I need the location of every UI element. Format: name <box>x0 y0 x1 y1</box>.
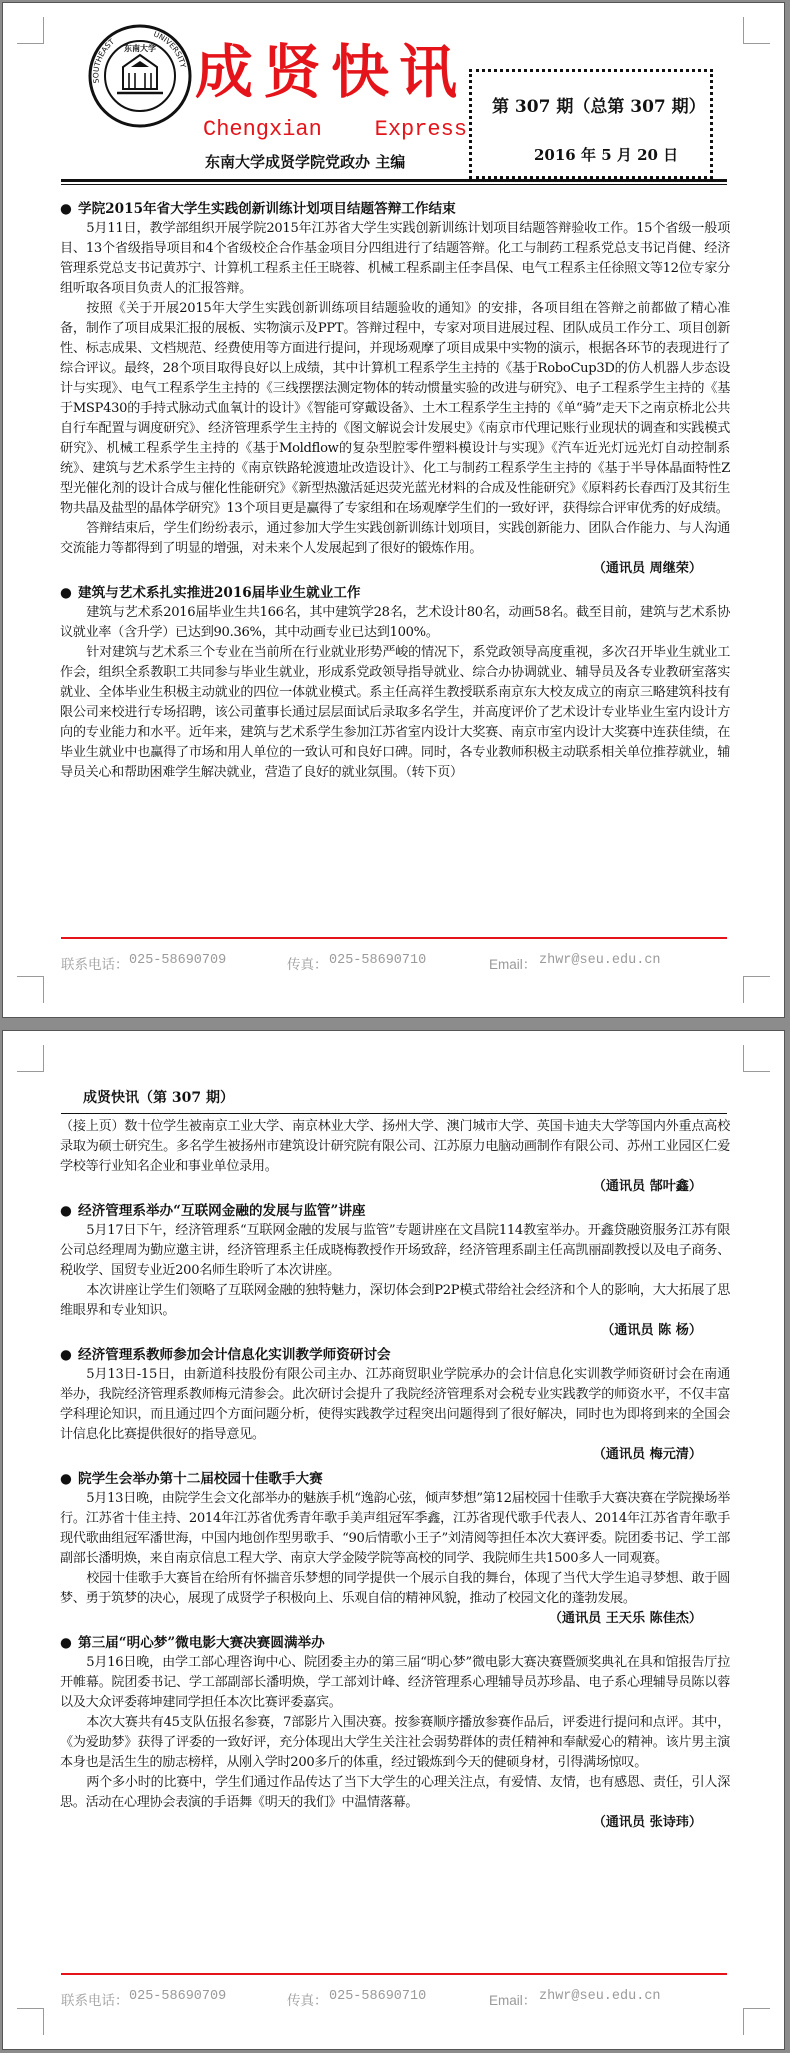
article-paragraph: 5月17日下午，经济管理系“互联网金融的发展与监管”专题讲座在文昌院114教室举办。开鑫贷融资服务江苏有限公司总经理周为勤应邀主讲，经济管理系主任成晓梅教授作开场致辞，经济管理系副主任高凯丽副教授以及电子商务、税收学、国贸专业近200名师生聆听了本次讲座。 <box>60 1223 730 1278</box>
email-label: Email： <box>489 957 537 972</box>
article-title: ● 经济管理系举办“互联网金融的发展与监管”讲座 <box>60 1203 366 1219</box>
article-title: ● 第三届“明心梦”微电影大赛决赛圆满举办 <box>60 1635 325 1651</box>
email-address: zhwr@seu.edu.cn <box>539 953 661 968</box>
bullet-icon: ● <box>60 1635 72 1651</box>
article-title: ● 学院2015年省大学生实践创新训练计划项目结题答辩工作结束 <box>60 201 456 217</box>
svg-text:SOUTHEAST: SOUTHEAST <box>91 37 117 84</box>
article-paragraph: 按照《关于开展2015年大学生实践创新训练项目结题验收的通知》的安排，各项目组在答辩之前都做了精心准备，制作了项目成果汇报的展板、实物演示及PPT。答辩过程中，专家对项目进展过程、团队成员工作分工、项目创新性、标志成果、文档规范、经费使用等方面进行提问，并现场观摩了项目成果中实物的演示，根据各环节的表现进行了综合评议。最终，28个项目取得良好以上成绩，其中计算机工程系学生主持的《基于RoboCup3D的仿人机器人步态设计与实现》、电气工程系学生主持的《三线摆摆法测定物体的转动惯量实验的改进与研究》、电子工程系学生主持的《基于MSP430的手持式脉动式血氧计的设计》《智能可穿戴设备》、土木工程系学生主持的《单“骑”走天下之南京桥北公共自行车配置与调度研究》、经济管理系学生主持的《图文解说会计发展史》《南京市代理记账行业现状的调查和实践模式研究》、机械工程系学生主持的《基于Moldflow的复杂型腔零件塑料模设计与实现》《汽车近光灯远光灯自动控制系统》、建筑与艺术系学生主持的《南京铁路轮渡遗址改造设计》、化工与制药工程系学生主持的《基于半导体晶面特性Z型光催化剂的设计合成与催化性能研究》《新型热激活延迟荧光蓝光材料的合成及性能研究》《原料药长春西汀及其衍生物共晶及盐型的晶体学研究》13个项目更是赢得了专家组和在场观摩学生们的一致好评，获得综合评审优秀的好成绩。 <box>60 301 730 516</box>
article-paragraph: 本次大赛共有45支队伍报名参赛，7部影片入围决赛。按参赛顺序播放参赛作品后，评委进行提问和点评。其中，《为爱助梦》获得了评委的一致好评，充分体现出大学生关注社会弱势群体的责任精神和奉献爱心的精神。该片男主演本身也是活生生的励志榜样，从刚入学时200多斤的体重，经过锻炼到今天的健硕身材，引得满场惊叹。 <box>60 1715 730 1770</box>
bullet-icon: ● <box>60 201 72 217</box>
article-byline: （通讯员 周继荣） <box>592 561 702 576</box>
email-label: Email： <box>489 1993 537 2008</box>
phone-label: 联系电话： <box>61 1993 129 2008</box>
fax-label: 传真： <box>287 1993 328 2008</box>
article-byline: （通讯员 王天乐 陈佳杰） <box>548 1611 702 1626</box>
article-paragraph: 建筑与艺术系2016届毕业生共166名，其中建筑学28名，艺术设计80名，动画58名。截至目前，建筑与艺术系协议就业率（含升学）已达到90.36%，其中动画专业已达到100%。 <box>60 605 730 640</box>
article-byline: （通讯员 梅元清） <box>592 1447 702 1462</box>
crop-mark <box>17 2008 44 2035</box>
fax-label: 传真： <box>287 957 328 972</box>
newsletter-title: 成贤快讯 <box>195 38 468 106</box>
email-address: zhwr@seu.edu.cn <box>539 1989 661 2004</box>
article-paragraph: 5月16日晚，由学工部心理咨询中心、院团委主办的第三届“明心梦”微电影大赛决赛暨颁奖典礼在具和馆报告厅拉开帷幕。院团委书记、学工部副部长潘明焕，学工部刘计峰、经济管理系心理辅导员苏珍晶、电子系心理辅导员陈以蓉以及大众评委蒋坤建同学担任本次比赛评委嘉宾。 <box>60 1655 730 1710</box>
article-paragraph: 针对建筑与艺术系三个专业在当前所在行业就业形势严峻的情况下，系党政领导高度重视，多次召开毕业生就业工作会，组织全系教职工共同参与毕业生就业，形成系党政领导指导就业、综合办协调就业、辅导员及各专业教研室落实就业、全体毕业生积极主动就业的四位一体就业模式。系主任高祥生教授联系南京东大校友成立的南京三略建筑科技有限公司来校进行专场招聘，该公司董事长通过层层面试后录取多名学生，并高度评价了艺术设计专业毕业生室内设计方向的专业能力和水平。近年来，建筑与艺术系学生参加江苏省室内设计大奖赛、南京市室内设计大奖赛中连获佳绩，在毕业生就业中也赢得了市场和用人单位的一致认可和良好口碑。同时，各专业教师积极主动联系相关单位推荐就业，辅导员关心和帮助困难学生解决就业，营造了良好的就业氛围。（转下页） <box>60 645 730 780</box>
footer-rule <box>61 937 727 939</box>
bullet-icon: ● <box>60 1203 72 1219</box>
newsletter-subtitle: Chengxian Express <box>203 117 468 142</box>
crop-mark <box>17 1045 44 1072</box>
fax-number: 025-58690710 <box>329 953 427 968</box>
article-title: ● 院学生会举办第十二届校园十佳歌手大赛 <box>60 1471 323 1487</box>
svg-text:UNIVERSITY: UNIVERSITY <box>152 29 188 69</box>
bullet-icon: ● <box>60 1471 72 1487</box>
article-byline: （通讯员 郜叶鑫） <box>592 1179 702 1194</box>
university-logo <box>87 23 193 129</box>
footer-rule <box>61 1973 727 1975</box>
newsletter-page-2 <box>2 1030 785 2050</box>
phone-label: 联系电话： <box>61 957 129 972</box>
page-1-content <box>60 199 730 783</box>
article-paragraph: 5月11日，教学部组织开展学院2015年江苏省大学生实践创新训练计划项目结题答辩验收工作。15个省级一般项目、13个省级指导项目和4个省级校企合作基金项目分四组进行了结题答辩。化工与制药工程系党总支书记肖健、经济管理系党总支书记黄苏宁、计算机工程系主任王晓蓉、机械工程系副主任李昌保、电气工程系主任徐照文等12位专家分组听取各项目负责人的汇报答辩。 <box>60 221 730 296</box>
article-title: ● 建筑与艺术系扎实推进2016届毕业生就业工作 <box>60 585 361 601</box>
article-paragraph: 5月13日晚，由院学生会文化部举办的魅族手机“逸韵心弦，倾声梦想”第12届校园十佳歌手大赛决赛在学院操场举行。江苏省十佳主持、2014年江苏省优秀青年歌手美声组冠军季鑫，江苏省现代歌手代表人、2014年江苏省青年歌手现代歌曲组冠军潘世海，中国内地创作型男歌手、“90后情歌小王子”刘清阅等担任本次大赛评委。院团委书记、学工部副部长潘明焕，来自南京信息工程大学、南京大学金陵学院等高校的同学、我院师生共1500多人一同观赛。 <box>60 1491 730 1566</box>
header-rule <box>61 184 727 185</box>
crop-mark <box>743 976 770 1003</box>
newsletter-page-1 <box>2 2 785 1018</box>
fax-number: 025-58690710 <box>329 1989 427 2004</box>
article-byline: （通讯员 陈 杨） <box>601 1323 702 1338</box>
publisher-line: 东南大学成贤学院党政办 主编 <box>205 153 406 171</box>
article-paragraph: 5月13日-15日，由新道科技股份有限公司主办、江苏商贸职业学院承办的会计信息化实训教学师资研讨会在南通举办，我院经济管理系教师梅元清参会。此次研讨会提升了我院经济管理系对会税专业实践教学的师资水平，不仅丰富学科理论知识，而且通过四个方面问题分析，使得实践教学过程突出问题得到了很好解决，同时也为即将到来的全国会计信息化比赛提供很好的指导意见。 <box>60 1367 730 1442</box>
svg-text:东南大学: 东南大学 <box>124 44 156 53</box>
header-rule <box>61 1113 727 1114</box>
crop-mark <box>17 17 44 44</box>
article-paragraph: 两个多小时的比赛中，学生们通过作品传达了当下大学生的心理关注点，有爱情、友情，也有感恩、责任，引人深思。活动在心理协会表演的手语舞《明天的我们》中温情落幕。 <box>60 1775 730 1810</box>
bullet-icon: ● <box>60 585 72 601</box>
crop-mark <box>743 1045 770 1072</box>
article-paragraph: 答辩结束后，学生们纷纷表示，通过参加大学生实践创新训练计划项目，实践创新能力、团队合作能力、与人沟通交流能力等都得到了明显的增强，对未来个人发展起到了很好的锻炼作用。 <box>60 521 730 556</box>
phone-number: 025-58690709 <box>129 1989 227 2004</box>
article-paragraph: 校园十佳歌手大赛旨在给所有怀揣音乐梦想的同学提供一个展示自我的舞台，体现了当代大学生追寻梦想、敢于圆梦、勇于筑梦的决心，展现了成贤学子积极向上、乐观自信的精神风貌，推动了校园文化的蓬勃发展。 <box>60 1571 730 1606</box>
article-title: ● 经济管理系教师参加会计信息化实训教学师资研讨会 <box>60 1347 391 1363</box>
article-paragraph: （接上页）数十位学生被南京工业大学、南京林业大学、扬州大学、澳门城市大学、英国卡迪夫大学等国内外重点高校录取为硕士研究生。多名学生被扬州市建筑设计研究院有限公司、江苏原力电脑动画制作有限公司、苏州工业园区仁爱学校等行业知名企业和事业单位录用。 <box>60 1119 730 1174</box>
page-2-content <box>60 1117 730 1833</box>
page-2-header: 成贤快讯（第 307 期） <box>83 1090 234 1106</box>
bullet-icon: ● <box>60 1347 72 1363</box>
crop-mark <box>743 2008 770 2035</box>
phone-number: 025-58690709 <box>129 953 227 968</box>
issue-info-box <box>469 69 713 179</box>
article-byline: （通讯员 张诗玮） <box>592 1815 702 1830</box>
issue-number: 第 307 期（总第 307 期） <box>492 97 706 117</box>
header-rule <box>61 179 727 182</box>
issue-date: 2016 年 5 月 20 日 <box>534 146 679 164</box>
article-paragraph: 本次讲座让学生们领略了互联网金融的独特魅力，深切体会到P2P模式带给社会经济和个人的影响，大大拓展了思维眼界和专业知识。 <box>60 1283 730 1318</box>
crop-mark <box>743 17 770 44</box>
crop-mark <box>17 976 44 1003</box>
